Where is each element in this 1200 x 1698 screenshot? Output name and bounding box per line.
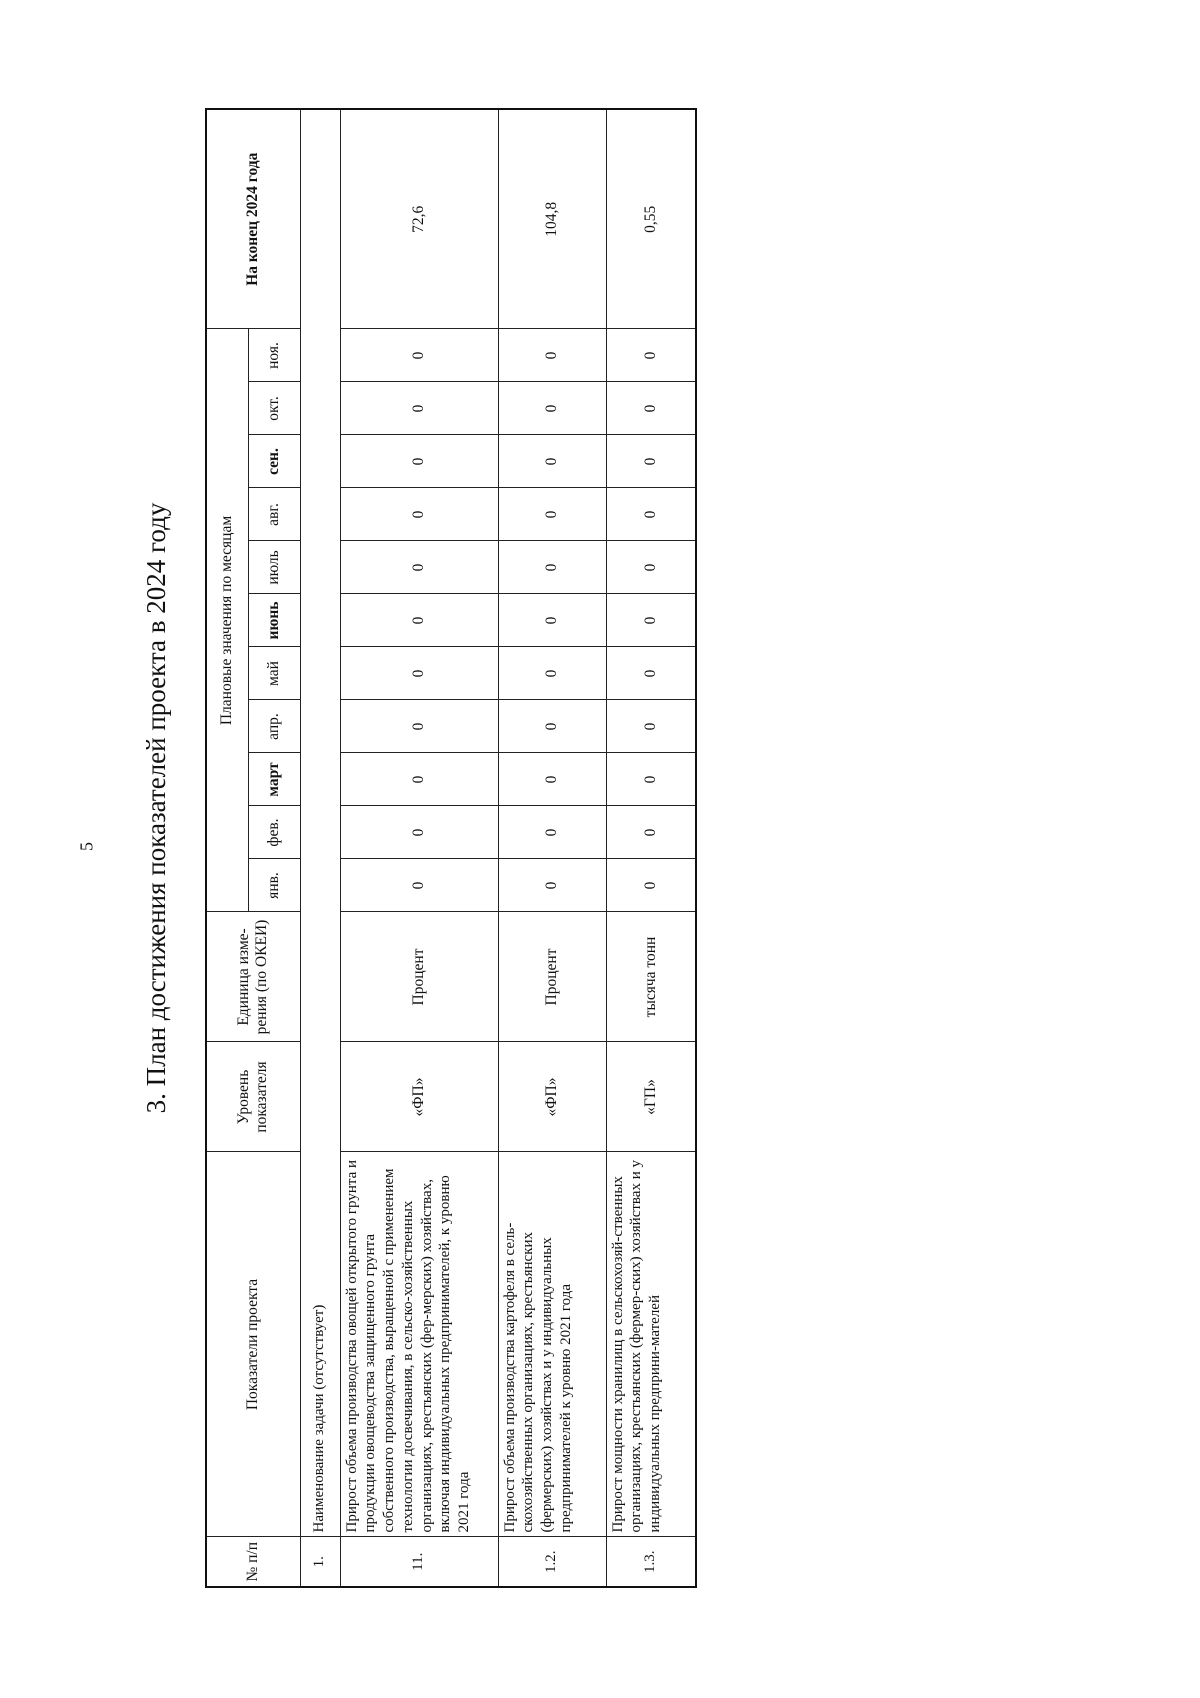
task-number: 1. <box>300 1537 340 1587</box>
header-month-mar: март <box>248 753 300 806</box>
task-name: Наименование задачи (отсутствует) <box>300 109 340 1537</box>
month-value: 0 <box>606 859 696 912</box>
indicator-name: Прирост объема производства овощей открытого грунта и продукции овощеводства защищенного грунта собственного производства, выращенной с применением технологии досвечивания, в сельско-хозяйственных организациях, крестьянских (фер-мерских) хозяйствах, включая индивидуальных предпринимателей, к уровню 2021 года <box>340 1152 498 1537</box>
indicator-unit: Процент <box>498 912 606 1042</box>
month-value: 0 <box>606 594 696 647</box>
header-year-end: На конец 2024 года <box>206 109 300 329</box>
row-number: 1.2. <box>498 1537 606 1587</box>
month-value: 0 <box>498 647 606 700</box>
header-month-apr: апр. <box>248 700 300 753</box>
month-value: 0 <box>498 806 606 859</box>
month-value: 0 <box>340 488 498 541</box>
header-unit: Единица изме-рения (по ОКЕИ) <box>206 912 300 1042</box>
indicator-unit: Процент <box>340 912 498 1042</box>
month-value: 0 <box>498 594 606 647</box>
month-value: 0 <box>606 541 696 594</box>
header-month-feb: фев. <box>248 806 300 859</box>
month-value: 0 <box>340 700 498 753</box>
month-value: 0 <box>606 700 696 753</box>
month-value: 0 <box>606 753 696 806</box>
month-value: 0 <box>340 594 498 647</box>
task-row <box>300 109 340 1587</box>
month-value: 0 <box>498 700 606 753</box>
header-month-sep: сен. <box>248 435 300 488</box>
month-value: 0 <box>498 859 606 912</box>
month-value: 0 <box>340 647 498 700</box>
header-indicator-name: Показатели проекта <box>206 1152 300 1537</box>
header-level: Уровень показателя <box>206 1042 300 1152</box>
header-month-jan: янв. <box>248 859 300 912</box>
month-value: 0 <box>498 541 606 594</box>
indicator-level: «ФП» <box>340 1042 498 1152</box>
page-number: 5 <box>76 842 97 851</box>
header-month-aug: авг. <box>248 488 300 541</box>
table-row <box>498 109 606 1587</box>
row-number: 11. <box>340 1537 498 1587</box>
month-value: 0 <box>606 382 696 435</box>
header-number: № п/п <box>206 1537 300 1587</box>
indicators-table-container <box>205 108 695 1588</box>
month-value: 0 <box>340 541 498 594</box>
table-row <box>340 109 498 1587</box>
document-title: 3. План достижения показателей проекта в 2024 году <box>141 502 171 1114</box>
year-end-value: 0,55 <box>606 109 696 329</box>
month-value: 0 <box>606 806 696 859</box>
month-value: 0 <box>340 329 498 382</box>
indicators-plan-table <box>205 108 697 1588</box>
month-value: 0 <box>606 329 696 382</box>
indicator-name: Прирост объема производства картофеля в сель-скохозяйственных организациях, крестьянских (фермерских) хозяйствах и у индивидуальных предпринимателей к уровню 2021 года <box>498 1152 606 1537</box>
indicator-level: «ФП» <box>498 1042 606 1152</box>
indicator-name: Прирост мощности хранилищ в сельскохозяй-ственных организациях, крестьянских (фермер-ских) хозяйствах и у индивидуальных предприни-мателей <box>606 1152 696 1537</box>
header-month-nov: ноя. <box>248 329 300 382</box>
header-month-jul: июль <box>248 541 300 594</box>
month-value: 0 <box>498 488 606 541</box>
table-row <box>606 109 696 1587</box>
month-value: 0 <box>498 329 606 382</box>
header-month-may: май <box>248 647 300 700</box>
year-end-value: 72,6 <box>340 109 498 329</box>
header-month-oct: окт. <box>248 382 300 435</box>
month-value: 0 <box>340 806 498 859</box>
month-value: 0 <box>606 435 696 488</box>
row-number: 1.3. <box>606 1537 696 1587</box>
month-value: 0 <box>498 435 606 488</box>
month-value: 0 <box>606 647 696 700</box>
month-value: 0 <box>340 859 498 912</box>
month-value: 0 <box>340 382 498 435</box>
month-value: 0 <box>340 753 498 806</box>
month-value: 0 <box>498 382 606 435</box>
indicator-level: «ГП» <box>606 1042 696 1152</box>
indicator-unit: тысяча тонн <box>606 912 696 1042</box>
header-month-jun: июнь <box>248 594 300 647</box>
month-value: 0 <box>498 753 606 806</box>
year-end-value: 104,8 <box>498 109 606 329</box>
header-monthly-group: Плановые значения по месяцам <box>206 329 248 912</box>
month-value: 0 <box>340 435 498 488</box>
month-value: 0 <box>606 488 696 541</box>
